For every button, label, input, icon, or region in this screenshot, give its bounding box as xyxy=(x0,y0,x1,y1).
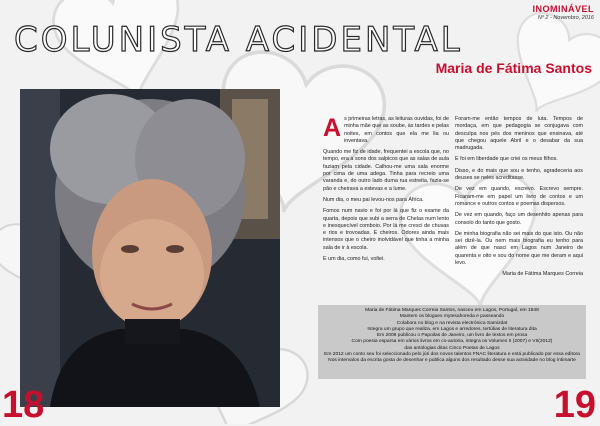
article-paragraph: As primeiras letras, as leituras ouvidas, foi de minha mãe que as soube, às tardes e pelas noites, em contos que ela me lia ou inventava. xyxy=(323,114,449,144)
bio-line: Maria de Fátima Marques Correia Santos, nasceu em Lagos, Portugal, em 1948 xyxy=(365,308,539,313)
bio-line: das antologias ditas Cinco Poetas de Lagos xyxy=(404,345,500,351)
article-paragraph: De vez em quando, escrevo. Escrevo sempre. Ficaram-me em papel um livro de contos e um romance e outros contos e poemas dispersos. xyxy=(455,186,583,207)
bio-line: Em 2009 publicou o Papoilas de Janeiro, um livro de textos em prosa xyxy=(376,333,528,339)
issue-label: Nº 2 - Novembro, 2016 xyxy=(537,15,594,21)
article-paragraph: E um dia, como fui, voltei. xyxy=(323,256,385,263)
magazine-logo: INOMINÁVEL xyxy=(532,4,594,14)
page-title: COLUNISTA ACIDENTAL xyxy=(14,20,463,60)
page-number-right: 19 xyxy=(553,384,596,426)
drop-cap: A xyxy=(323,114,342,142)
author-photo xyxy=(20,89,280,407)
bio-line: Nos intervalos da escrita gosta de desenhar e publica alguns dos resultado desse sua actividade no blog íntimarte xyxy=(328,358,576,364)
article-signature: Maria de Fátima Marques Correia xyxy=(502,271,583,278)
bio-line: Colabora no blog e na revista electrónica Samizdat xyxy=(396,320,508,326)
bio-line: Integra um grupo que realiza, em Lagos e arredores, tertúlias de literatura dita xyxy=(367,326,537,332)
article-paragraph: Fomos num navio e foi por lá que fiz o exame da quarta, depois que subi a serra de Chelas num lento e inesquecível comboio. Por lá me cresci de chuvas e rios e trovoadas. E cheiros. Odores ainda mais intensos que o cheiro inolvidável que tinha a minha sala de ir à escola. xyxy=(323,208,449,251)
bio-line: Com poesia esparsa em vários livros em co-autoria, integra os Volumes II (2007) e VII(2012) xyxy=(351,339,553,345)
bio-line: Mantem os blogues mytesahoreda e passeando xyxy=(399,314,505,320)
article-paragraph: De vez em quando, faço um desenhito apenas para consolo do tanto que gosto. xyxy=(455,212,583,226)
article-paragraph: Num dia, o meu pai levou-nos para África. xyxy=(323,196,424,203)
page-number-left: 18 xyxy=(2,384,45,426)
article-column-1 xyxy=(323,116,449,267)
article-paragraph: De minha biografia não sei mais do que isto. Ou não sei dizê-la. Ou nem mais biografia eu tenho para além de que nasci em Lagos num Janeiro de quarenta e oito e sou do nome que me deram e aqui levo. xyxy=(455,230,583,267)
author-bio-box xyxy=(318,305,586,379)
article-paragraph: E foi em liberdade que criei os meus filhos. xyxy=(455,156,558,163)
article-paragraph: Quando me fiz de idade, frequentei a escola que, no tempo, era a sons dos salpicos que as salas de aula faziam pela cidade. Calhou-me uma sala enorme por cima de uma adega. Tinha para recreio uma varanda e, do outro lado duma rua estreita, fazia-se pão e cheirava a estevas e a lume. xyxy=(323,149,449,192)
magazine-brand xyxy=(532,4,594,21)
article-column-2 xyxy=(455,116,583,283)
article-paragraph: Disso, e do mais que sou e tenho, agradeceria aos deuses se neles acreditasse. xyxy=(455,167,583,182)
author-heading: Maria de Fátima Santos xyxy=(435,60,592,76)
article-paragraph: Foram-me então tempos de luta. Tempos de mordaça, em que pedagogia se conjugava com desculpa nos pés dos meninos que ensinava, até que chegou aquele Abril e o desabar da sua madrugada. xyxy=(455,116,583,152)
bio-line: Em 2012 um conto seu foi seleccionado pelo júri dos novos talentos FNAC literatura e está publicado por essa editora xyxy=(324,352,580,358)
